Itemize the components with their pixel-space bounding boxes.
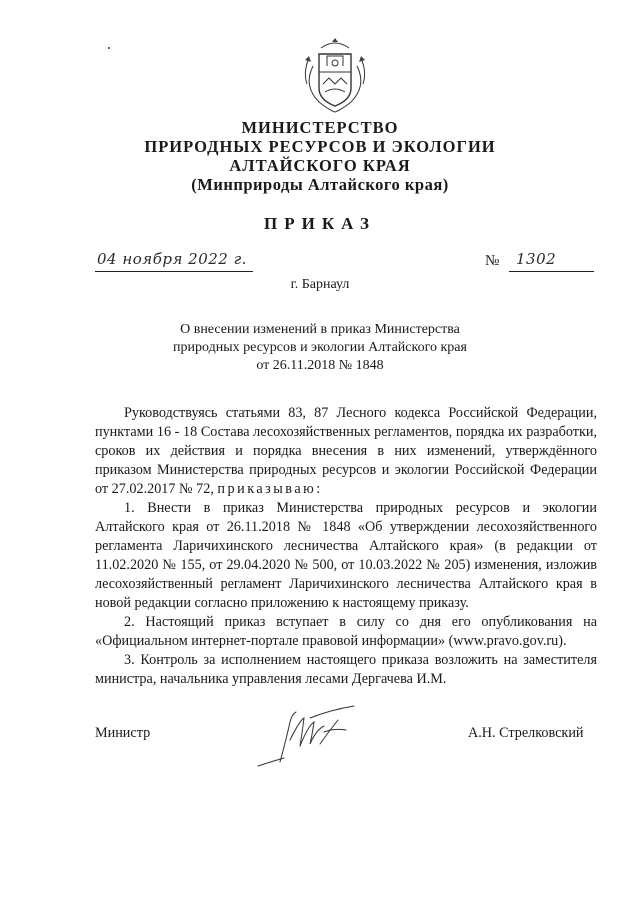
ministry-name-line1: МИНИСТЕРСТВО [241, 118, 399, 137]
order-number-handwritten: 1302 [516, 250, 557, 268]
ministry-short-name: (Минприроды Алтайского края) [191, 175, 449, 194]
preamble-text: Руководствуясь статьями 83, 87 Лесного кодекса Российской Федерации, пунктами 16 - 18 Состава лесохозяйственных регламентов, порядка их разработки, сроков их действия и порядка внесения в них изменений, утверждённого приказом Министерства природных ресурсов и экологии Российской Федерации от 27.02.2017 № 72, [95, 405, 597, 497]
order-word: приказываю: [217, 481, 323, 497]
order-date-handwritten: 04 ноября 2022 г. [97, 250, 247, 268]
order-subject [150, 321, 490, 375]
order-item-2: 2. Настоящий приказ вступает в силу со дня его опубликования на «Официальном интернет-портале правовой информации» (www.pravo.gov.ru). [95, 614, 597, 649]
order-item-1: 1. Внести в приказ Министерства природных ресурсов и экологии Алтайского края от 26.11.2018 № 1848 «Об утверждении лесохозяйственного регламента Ларичихинского лесничества Алтайского края» (в редакции от 11.02.2020 № 155, от 29.04.2020 № 500, от 10.03.2022 № 205) изменения, изложив лесохозяйственный регламент Ларичихинского лесничества Алтайского края в новой редакции согласно приложению к настоящему приказу. [95, 500, 597, 611]
number-prefix: № [485, 253, 500, 269]
subject-line1: О внесении изменений в приказ Министерства [180, 322, 460, 337]
document-type-title: ПРИКАЗ [264, 214, 376, 233]
ministry-name-line3: АЛТАЙСКОГО КРАЯ [229, 156, 411, 175]
date-underline [95, 271, 253, 272]
subject-line3: от 26.11.2018 № 1848 [256, 358, 384, 373]
scan-speck [108, 47, 110, 49]
city-line: г. Барнаул [290, 277, 350, 292]
order-item-3: 3. Контроль за исполнением настоящего приказа возложить на заместителя министра, начальника управления лесами Дергачева И.М. [95, 652, 597, 687]
subject-line2: природных ресурсов и экологии Алтайского края [173, 340, 467, 355]
ministry-name-line2: ПРИРОДНЫХ РЕСУРСОВ И ЭКОЛОГИИ [144, 137, 496, 156]
signatory-name: А.Н. Стрелковский [468, 725, 584, 741]
preamble-paragraph [95, 404, 597, 499]
coat-of-arms-icon [299, 36, 371, 116]
order-body [95, 404, 597, 689]
signatory-role: Министр [95, 725, 151, 741]
handwritten-signature-icon [250, 700, 370, 770]
number-underline [509, 271, 594, 272]
